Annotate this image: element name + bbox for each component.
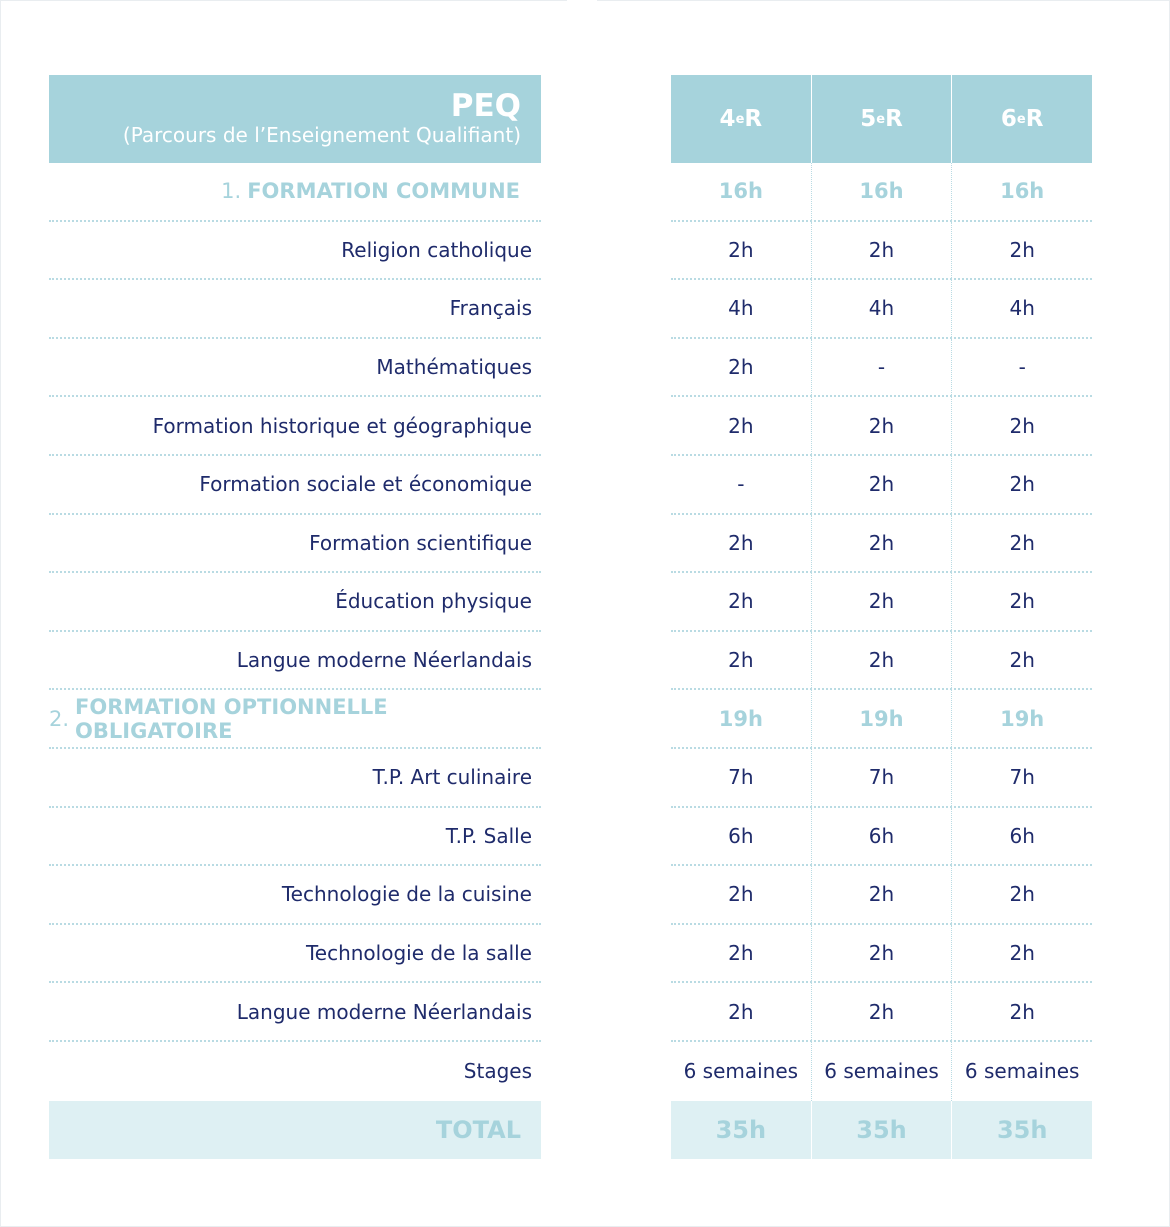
subject-row (49, 456, 541, 515)
year-number: 5 (860, 106, 877, 132)
hours-cell: 2h (728, 882, 754, 907)
section-number: 1. (221, 179, 242, 204)
subject-name: Religion catholique (341, 237, 532, 262)
hours-cell: 2h (951, 456, 1092, 513)
subject-name: Langue moderne Néerlandais (236, 999, 532, 1024)
subject-name: Éducation physique (335, 589, 532, 614)
table-header-years (671, 75, 1092, 163)
hours-cell: 2h (811, 515, 952, 572)
subject-hours-row (671, 632, 1092, 691)
year-suffix: R (744, 106, 763, 132)
subject-row (49, 983, 541, 1042)
hours-cell: 16h (718, 179, 763, 204)
subject-name: Langue moderne Néerlandais (236, 648, 532, 673)
hours-cell: 2h (951, 632, 1092, 689)
hours-cell: 7h (811, 749, 952, 806)
hours-cell: 6 semaines (683, 1059, 799, 1084)
hours-cell: 4h (728, 296, 754, 321)
year-number: 6 (1000, 106, 1017, 132)
subject-name: Formation sociale et économique (199, 472, 532, 497)
subject-hours-row (671, 1042, 1092, 1101)
hours-cell: 2h (811, 456, 952, 513)
section-title: FORMATION COMMUNE (247, 179, 520, 204)
hours-cell: 2h (951, 515, 1092, 572)
subject-row (49, 280, 541, 339)
hours-cell: 2h (728, 355, 754, 380)
hours-cell: 2h (951, 573, 1092, 630)
hours-cell: 2h (728, 530, 754, 555)
hours-cell: 2h (951, 222, 1092, 279)
subject-name: T.P. Art culinaire (372, 765, 532, 790)
hours-cell: 2h (811, 573, 952, 630)
total-hours-cell: 35h (952, 1101, 1092, 1159)
total-hours-cell: 35h (671, 1101, 811, 1159)
hours-cell: 6 semaines (811, 1042, 952, 1101)
subject-name: T.P. Salle (445, 823, 532, 848)
hours-cell: 6 semaines (951, 1042, 1092, 1101)
subject-name: Technologie de la salle (305, 941, 532, 966)
hours-cell: 19h (811, 690, 952, 747)
section-number: 2. (49, 706, 70, 731)
hours-cell: 2h (951, 983, 1092, 1040)
subject-hours-row (671, 866, 1092, 925)
subject-hours-row (671, 222, 1092, 281)
hours-cell: 2h (728, 413, 754, 438)
hours-cell: 6h (728, 823, 754, 848)
section-row-formation-commune (49, 163, 541, 222)
frame-gap (567, 0, 597, 3)
hours-cell: 2h (811, 222, 952, 279)
year-header-6 (952, 75, 1092, 163)
subject-row (49, 632, 541, 691)
year-suffix: R (885, 106, 903, 132)
hours-cell: 2h (951, 925, 1092, 982)
year-ordinal: e (876, 111, 886, 127)
hours-cell: 2h (811, 925, 952, 982)
total-hours-cell: 35h (812, 1101, 952, 1159)
table-header-program (49, 75, 541, 163)
hours-cell: 6h (811, 808, 952, 865)
section-row-formation-optionnelle (49, 690, 541, 749)
subject-name: Mathématiques (376, 355, 532, 380)
total-label: TOTAL (435, 1115, 521, 1144)
hours-columns (671, 75, 1092, 1159)
subject-hours-row (671, 339, 1092, 398)
hours-cell: 2h (728, 237, 754, 262)
subject-hours-row (671, 925, 1092, 984)
section-title: FORMATION OPTIONNELLE OBLIGATOIRE (75, 694, 388, 743)
hours-cell: 2h (728, 999, 754, 1024)
total-label-cell (49, 1101, 541, 1159)
total-hours-row (671, 1101, 1092, 1159)
subject-name: Stages (463, 1059, 532, 1084)
hours-cell: 7h (728, 765, 754, 790)
program-subtitle: (Parcours de l’Enseignement Qualifiant) (122, 123, 521, 147)
hours-cell: 2h (811, 632, 952, 689)
hours-cell: 16h (951, 163, 1092, 220)
hours-cell: - (737, 472, 745, 497)
year-number: 4 (719, 106, 736, 132)
subject-hours-row (671, 749, 1092, 808)
hours-cell: 2h (728, 648, 754, 673)
subject-hours-row (671, 573, 1092, 632)
year-ordinal: e (735, 111, 745, 127)
subject-row (49, 866, 541, 925)
subject-name: Français (449, 296, 532, 321)
hours-cell: 2h (728, 941, 754, 966)
year-header-5 (812, 75, 952, 163)
subject-row (49, 749, 541, 808)
subject-row (49, 808, 541, 867)
subject-name: Formation historique et géographique (152, 413, 532, 438)
hours-cell: 16h (811, 163, 952, 220)
year-header-4 (671, 75, 811, 163)
subject-row (49, 1042, 541, 1101)
hours-cell: 2h (951, 397, 1092, 454)
hours-cell: 19h (951, 690, 1092, 747)
hours-cell: - (811, 339, 952, 396)
subject-hours-row (671, 456, 1092, 515)
program-title: PEQ (450, 88, 521, 124)
subject-row (49, 222, 541, 281)
subject-hours-row (671, 280, 1092, 339)
hours-cell: 2h (811, 397, 952, 454)
hours-cell: 2h (811, 866, 952, 923)
subject-row (49, 339, 541, 398)
year-ordinal: e (1016, 111, 1026, 127)
subject-hours-row (671, 397, 1092, 456)
hours-cell: 2h (951, 866, 1092, 923)
hours-cell: 7h (951, 749, 1092, 806)
subject-row (49, 573, 541, 632)
subject-row (49, 925, 541, 984)
hours-cell: 4h (811, 280, 952, 337)
subject-hours-row (671, 983, 1092, 1042)
subject-name: Technologie de la cuisine (281, 882, 532, 907)
hours-cell: 2h (811, 983, 952, 1040)
subject-row (49, 515, 541, 574)
hours-cell: 6h (951, 808, 1092, 865)
subject-hours-row (671, 808, 1092, 867)
subject-hours-row (671, 515, 1092, 574)
hours-cell: 4h (951, 280, 1092, 337)
year-suffix: R (1025, 106, 1044, 132)
section-hours-row (671, 163, 1092, 222)
hours-cell: 2h (728, 589, 754, 614)
subjects-column (49, 75, 541, 1159)
subject-row (49, 397, 541, 456)
section-hours-row (671, 690, 1092, 749)
subject-name: Formation scientifique (309, 530, 532, 555)
hours-cell: 19h (718, 706, 763, 731)
hours-cell: - (951, 339, 1092, 396)
